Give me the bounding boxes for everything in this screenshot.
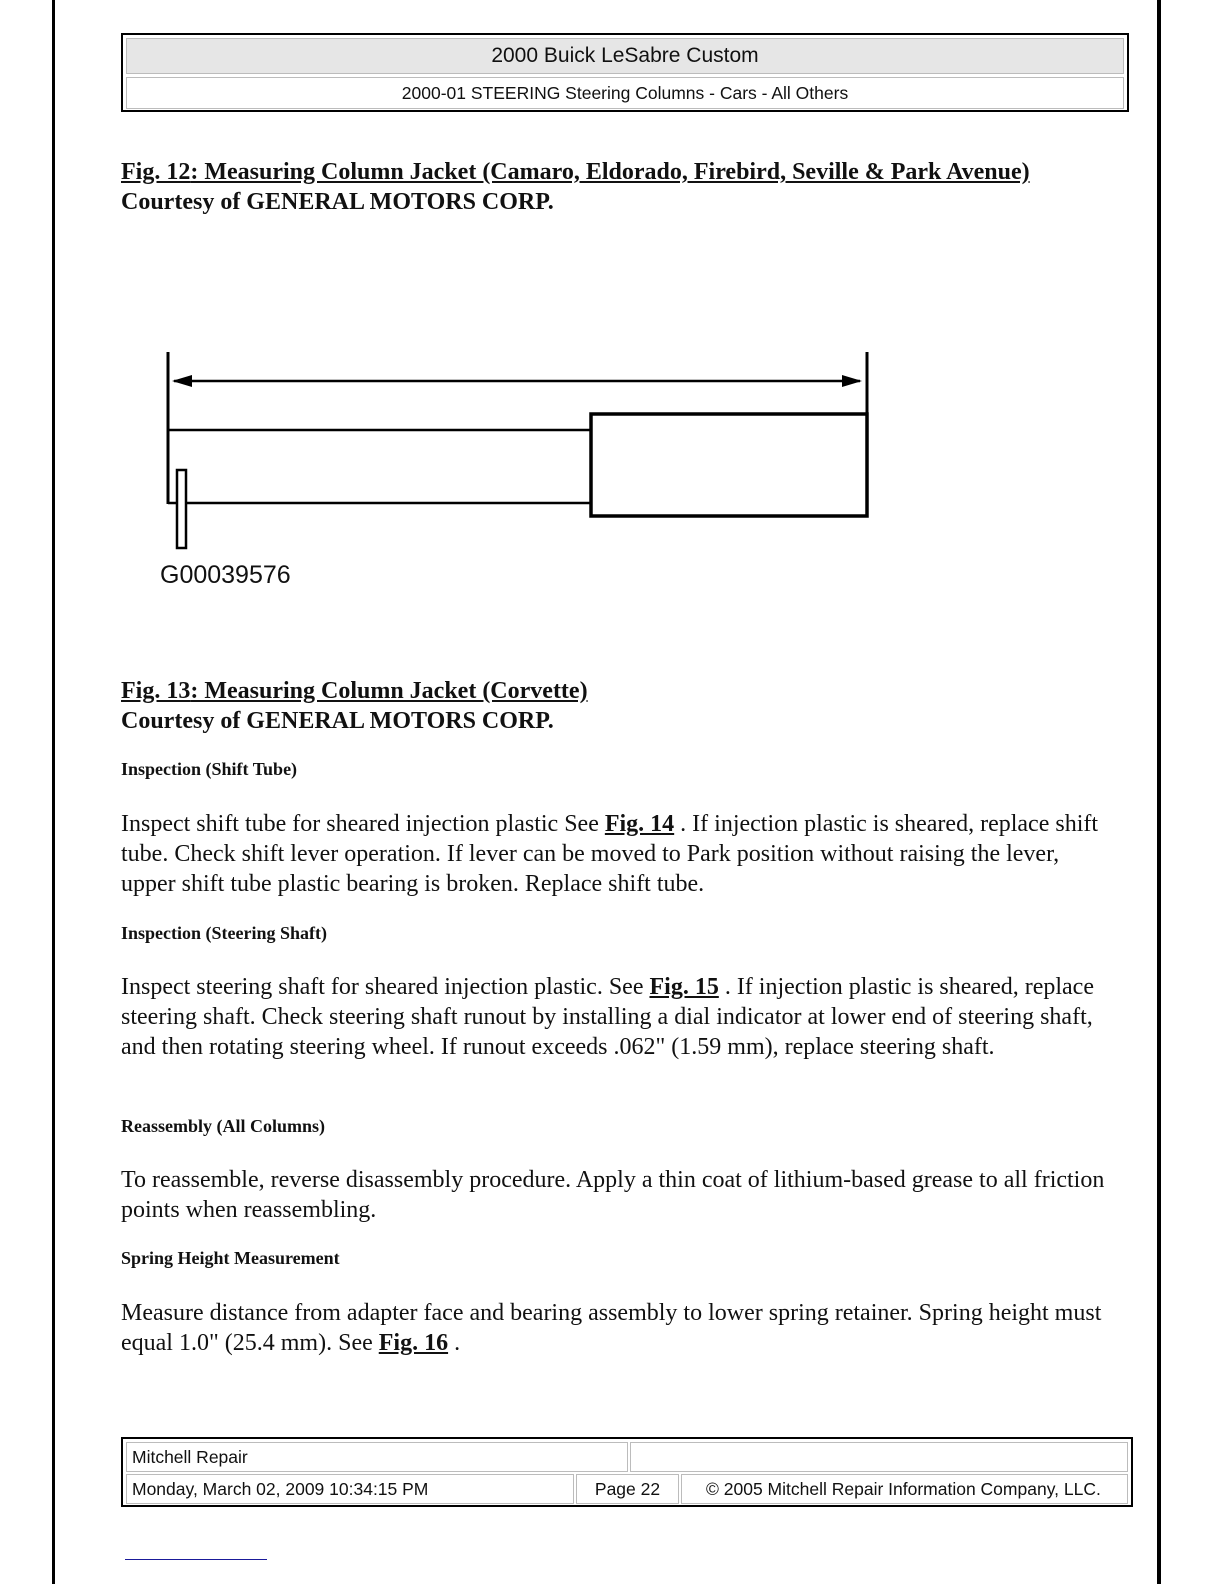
jacket-tube bbox=[168, 430, 591, 503]
steering-shaft-text-a: Inspect steering shaft for sheared injection plastic. See bbox=[121, 974, 650, 1000]
footer-company: Mitchell Repair bbox=[126, 1442, 628, 1472]
column-jacket-diagram bbox=[140, 340, 880, 560]
header-subtitle: 2000-01 STEERING Steering Columns - Cars - All Others bbox=[126, 77, 1124, 109]
shift-tube-heading: Inspection (Shift Tube) bbox=[121, 759, 298, 779]
header-title: 2000 Buick LeSabre Custom bbox=[126, 38, 1124, 74]
bracket-tab bbox=[177, 470, 186, 548]
spring-height-heading: Spring Height Measurement bbox=[121, 1248, 340, 1268]
jacket-housing bbox=[591, 414, 867, 516]
shift-tube-text-a: Inspect shift tube for sheared injection plastic See bbox=[121, 811, 605, 837]
fig13-caption bbox=[121, 676, 1041, 736]
fig13-title: : Measuring Column Jacket (Corvette) bbox=[190, 678, 588, 704]
reassembly-paragraph: To reassemble, reverse disassembly procedure. Apply a thin coat of lithium-based grease to all friction points when reassembling. bbox=[121, 1167, 1105, 1223]
page-left-border bbox=[52, 0, 55, 1584]
footer-page: Page 22 bbox=[576, 1474, 679, 1504]
page-right-border bbox=[1157, 0, 1161, 1584]
steering-shaft-text-b: . If injection plastic is sheared, replace steering shaft. Check steering shaft runout by installing a dial indicator at lower end of steering shaft, and then rotating steering wheel. If runout exceeds .062" (1.59 mm), replace steering shaft. bbox=[121, 974, 1094, 1060]
fig13-link[interactable]: Fig. 13 bbox=[121, 678, 191, 704]
reassembly-heading: Reassembly (All Columns) bbox=[121, 1116, 326, 1136]
page-footer bbox=[121, 1437, 1133, 1507]
fig12-caption bbox=[121, 157, 1041, 217]
fig12-title: : Measuring Column Jacket (Camaro, Eldorado, Firebird, Seville & Park Avenue) bbox=[190, 159, 1030, 185]
dimension-arrow bbox=[172, 375, 862, 387]
footer-datetime: Monday, March 02, 2009 10:34:15 PM bbox=[126, 1474, 574, 1504]
fig15-link[interactable]: Fig. 15 bbox=[649, 974, 719, 1000]
page-header bbox=[121, 33, 1129, 112]
spring-height-text-b: . bbox=[448, 1330, 461, 1356]
steering-shaft-heading: Inspection (Steering Shaft) bbox=[121, 923, 327, 943]
spring-height-text-a: Measure distance from adapter face and bearing assembly to lower spring retainer. Spring height must equal 1.0" (25.4 mm). See bbox=[121, 1300, 1102, 1356]
shift-tube-paragraph bbox=[121, 809, 1111, 899]
shift-tube-text-b: . If injection plastic is sheared, replace shift tube. Check shift lever operation. If lever can be moved to Park position without raising the lever, upper shift tube plastic bearing is broken. Replace shift tube. bbox=[121, 811, 1099, 897]
footer-copyright: © 2005 Mitchell Repair Information Company, LLC. bbox=[681, 1474, 1128, 1504]
footer-empty-cell bbox=[630, 1442, 1128, 1472]
steering-shaft-paragraph bbox=[121, 972, 1111, 1062]
fig13-courtesy: Courtesy of GENERAL MOTORS CORP. bbox=[121, 708, 554, 734]
fig14-link[interactable]: Fig. 14 bbox=[604, 811, 675, 837]
fig12-courtesy: Courtesy of GENERAL MOTORS CORP. bbox=[121, 189, 554, 215]
fig16-link[interactable]: Fig. 16 bbox=[378, 1330, 449, 1356]
figure-code: G00039576 bbox=[160, 561, 291, 589]
spring-height-paragraph bbox=[121, 1298, 1111, 1358]
fig12-link[interactable]: Fig. 12 bbox=[121, 159, 191, 185]
bottom-link-rule bbox=[125, 1559, 267, 1560]
